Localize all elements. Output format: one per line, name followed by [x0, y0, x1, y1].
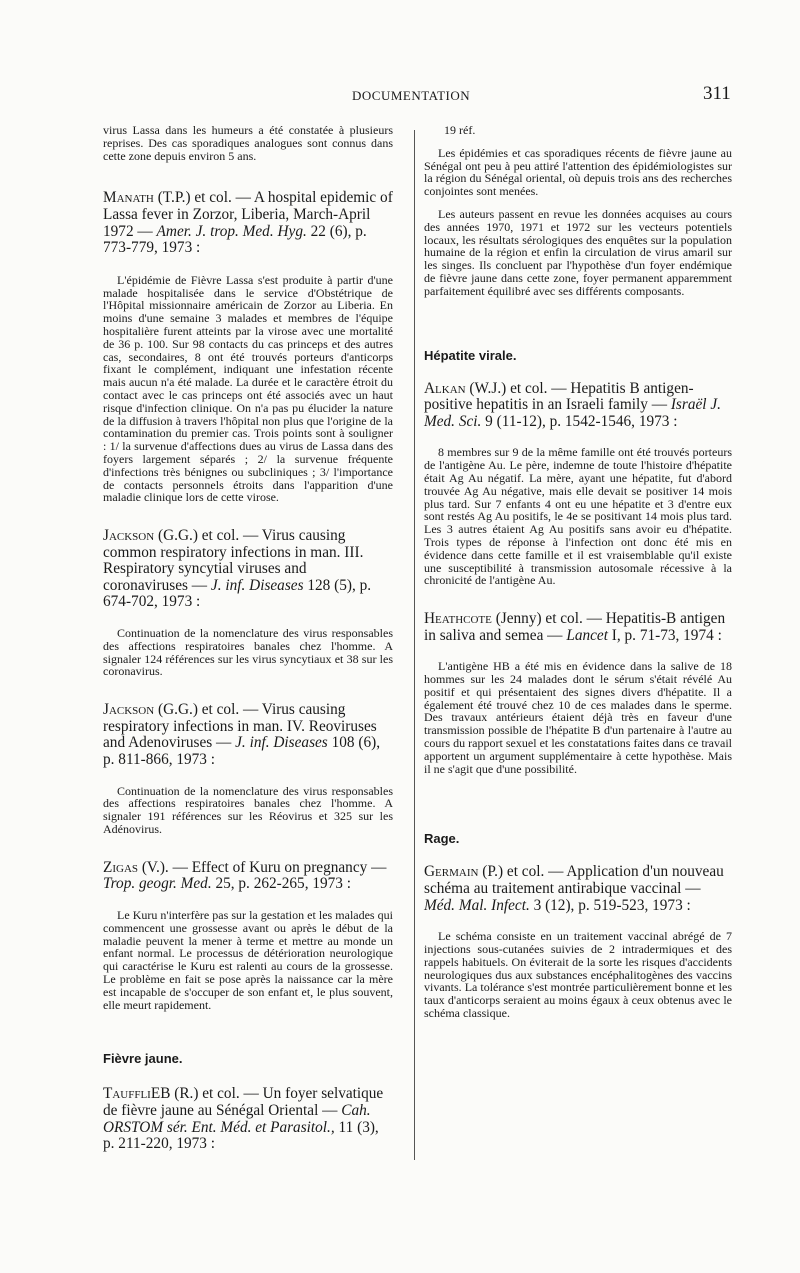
reference-tail: 22 (6), p. 773-779, 1973 :: [103, 222, 367, 257]
abstract-jackson-3: Continuation de la nomenclature des virus responsables des affections respiratoires banales chez l'homme. A signaler 124 références sur les virus syncytiaux et 38 sur les coronavirus.: [103, 626, 393, 679]
reference-tail: 25, p. 262-265, 1973 :: [211, 875, 352, 893]
author-name: Jackson: [103, 527, 155, 545]
journal-name: Amer. J. trop. Med. Hyg.: [156, 222, 307, 240]
abstract-germain: Le schéma consiste en un traitement vaccinal abrégé de 7 injections sous-cutanées suivies de 2 intradermiques et des rappels habituels. On éviterait de la sorte les risques d'accidents neurologiques dus aux substances encéphalitogènes des vaccins vivants. La tolérance s'est montrée particulièrement bonne et les taux d'anticorps seraient au moins égaux à ceux obtenus avec le schéma classique.: [424, 929, 732, 1021]
author-name: Manath: [103, 189, 154, 207]
reference-text: (T.P.) et col. — A hospital epidemic of Lassa fever in Zorzor, Liberia, March-April 1972 —: [103, 189, 393, 240]
journal-name: Cah. ORSTOM sér. Ent. Méd. et Parasitol.,: [103, 1101, 371, 1136]
page-number: 311: [703, 83, 731, 104]
abstract-taufflieb-p1: Les épidémies et cas sporadiques récents de fièvre jaune au Sénégal ont peu à peu attiré l'attention des épidémiologistes sur la région du Sénégal oriental, où depuis trois ans des recherches conjointes sont menées.: [424, 145, 732, 199]
right-column: [424, 124, 732, 1020]
reference-text: (R.) et col. — Un foyer selvatique de fièvre jaune au Sénégal Oriental —: [103, 1085, 384, 1119]
running-header-title: DOCUMENTATION: [352, 88, 471, 103]
abstract-manath: L'épidémie de Fièvre Lassa s'est produite à partir d'une malade hospitalisée dans le service d'Obstétrique de l'Hôpital missionnaire américain de Zorzor au Liberia. En moins d'une semaine 3 malades et membres de l'équipe hospitalière furent atteints par la virose avec une mortalité de 36 p. 100. Sur 98 contacts du cas princeps et des autres cas, secondaires, 8 ont été trouvés porteurs d'anticorps fixant le complément, indiquant une infestation récente mais aucun n'a été malade. La durée et le caractère étroit du contact avec le cas princeps ont été associés avec un haut risque d'infection clinique. On n'a pas pu élucider la nature de la diffusion à travers l'hôpital non plus que l'origine de la contamination du premier cas. Trois points sont à souligner : 1/ la survenue d'affections dues au virus de Lassa dans des foyers largement séparés ; 2/ la survenue fréquente d'infections très bénignes ou subcliniques ; 3/ l'importance de contacts personnels étroits dans l'apparition d'une maladie clinique lors de cette virose.: [103, 272, 393, 505]
reference-entry-taufflieb: [103, 1086, 393, 1152]
reference-entry-jackson-4: [103, 702, 393, 768]
reference-entry-manath: [103, 190, 393, 256]
abstract-zigas: Le Kuru n'interfère pas sur la gestation et les malades qui commencent une grossesse avant ou après le début de la maladie peuvent la mener à terme et mettre au monde un enfant normal. Le processus de détérioration neurologique qui caractérise le Kuru est ralenti au cours de la grossesse. Le problème en fait se pose après la naissance car la mère est incapable de s'occuper de son enfant et, le plus souvent, elle meurt rapidement.: [103, 908, 393, 1012]
reference-text: (W.J.) et col. — Hepatitis B antigen-positive hepatitis in an Israeli family —: [424, 379, 694, 414]
reference-entry-zigas: [103, 860, 393, 893]
intro-paragraph: virus Lassa dans les humeurs a été constatée à plusieurs reprises. Des cas sporadiques analogues sont connus dans cette zone depuis environ 5 ans.: [103, 123, 393, 163]
reference-count: 19 réf.: [444, 123, 476, 137]
journal-name: J. inf. Diseases: [235, 734, 328, 752]
journal-name: Méd. Mal. Infect.: [424, 896, 530, 914]
reference-tail: 3 (12), p. 519-523, 1973 :: [529, 896, 691, 914]
journal-name: J. inf. Diseases: [210, 576, 304, 594]
abstract-jackson-4: Continuation de la nomenclature des virus responsables des affections respiratoires banales chez l'homme. A signaler 191 références sur les Réovirus et 325 sur les Adénovirus.: [103, 783, 393, 837]
author-name: Heathcote: [424, 610, 492, 628]
author-name: Jackson: [103, 701, 155, 719]
reference-tail: 128 (5), p. 674-702, 1973 :: [103, 576, 372, 611]
journal-name: Trop. geogr. Med.: [103, 875, 212, 893]
abstract-taufflieb-p2: Les auteurs passent en revue les données acquises au cours des années 1970, 1971 et 1972 sur les vecteurs potentiels locaux, les résultats sérologiques des enquêtes sur la population humaine de la région et enfin la circulation de virus amaril sur les singes. Ils concluent par l'hypothèse d'un foyer endémique de fièvre jaune dans cette zone, foyer permanent apparemment parfaitement équilibré avec ses différents composants.: [424, 206, 732, 298]
abstract-heathcote: L'antigène HB a été mis en évidence dans la salive de 18 hommes sur les 24 malades dont le sérum s'était révélé Au positif et qui présentaient des signes divers d'hépatite. Il a également été trouvé chez 10 de ces malades dans le sperme. Des travaux antérieurs étaient déjà très en faveur d'une transmission possible de l'hépatite B d'un partenaire à l'autre au cours du rapport sexuel et les constatations faites dans ce travail apportent un argument supplémentaire à cette hypothèse. Mais il ne s'agit que d'une possibilité.: [424, 659, 732, 776]
reference-text: (G.G.) et col. — Virus causing common respiratory infections in man. III. Respiratory syncytial viruses and coronaviruses —: [103, 527, 364, 594]
reference-entry-heathcote: [424, 611, 732, 644]
reference-entry-germain: [424, 864, 732, 914]
section-heading-hepatite: Hépatite virale.: [424, 347, 517, 363]
author-name: TauffliEB: [103, 1085, 171, 1103]
reference-tail: 108 (6), p. 811-866, 1973 :: [103, 734, 381, 769]
journal-name: Israël J. Med. Sci.: [424, 396, 721, 430]
author-name: Alkan: [424, 379, 466, 397]
reference-tail: I, p. 71-73, 1974 :: [607, 626, 722, 644]
reference-text: (G.G.) et col. — Virus causing respiratory infections in man. IV. Reoviruses and Adenoviruses —: [103, 701, 377, 752]
reference-text: (Jenny) et col. — Hepatitis-B antigen in saliva and semea —: [424, 610, 726, 644]
author-name: Zigas: [103, 858, 139, 876]
column-divider: [414, 130, 415, 1160]
reference-tail: 9 (11-12), p. 1542-1546, 1973 :: [481, 412, 678, 430]
left-column: [103, 124, 393, 1153]
author-name: Germain: [424, 863, 479, 881]
abstract-alkan: 8 membres sur 9 de la même famille ont été trouvés porteurs de l'antigène Au. Le père, indemne de toute l'histoire d'hépatite était Ag Au négatif. La mère, ayant une hépatite, fut d'abord trouvée Ag Au négative, mais elle devait se positiver 14 mois plus tard. Sur 7 enfants 4 ont eu une hépatite et 3 d'entre eux sont restés Ag Au positifs, le 4e se positivant 14 mois plus tard. Les 3 autres étaient Ag Au positifs sans avoir eu d'hépatite. Trois types de réponse à l'infection ont donc été mis en évidence dans cette famille et il est vraisemblable qu'il existe une susceptibilité à transmission autosomale récessive à la chronicité de l'antigène Au.: [424, 445, 732, 588]
section-heading-rage: Rage.: [424, 831, 460, 847]
reference-entry-jackson-3: [103, 528, 393, 611]
journal-name: Lancet: [566, 626, 608, 644]
reference-text: (P.) et col. — Application d'un nouveau schéma au traitement antirabique vaccinal —: [424, 863, 724, 898]
reference-text: (V.). — Effect of Kuru on pregnancy —: [138, 858, 387, 876]
reference-tail: 11 (3), p. 211-220, 1973 :: [103, 1118, 379, 1153]
reference-entry-alkan: [424, 381, 732, 431]
section-heading-fievre-jaune: Fièvre jaune.: [103, 1051, 183, 1067]
